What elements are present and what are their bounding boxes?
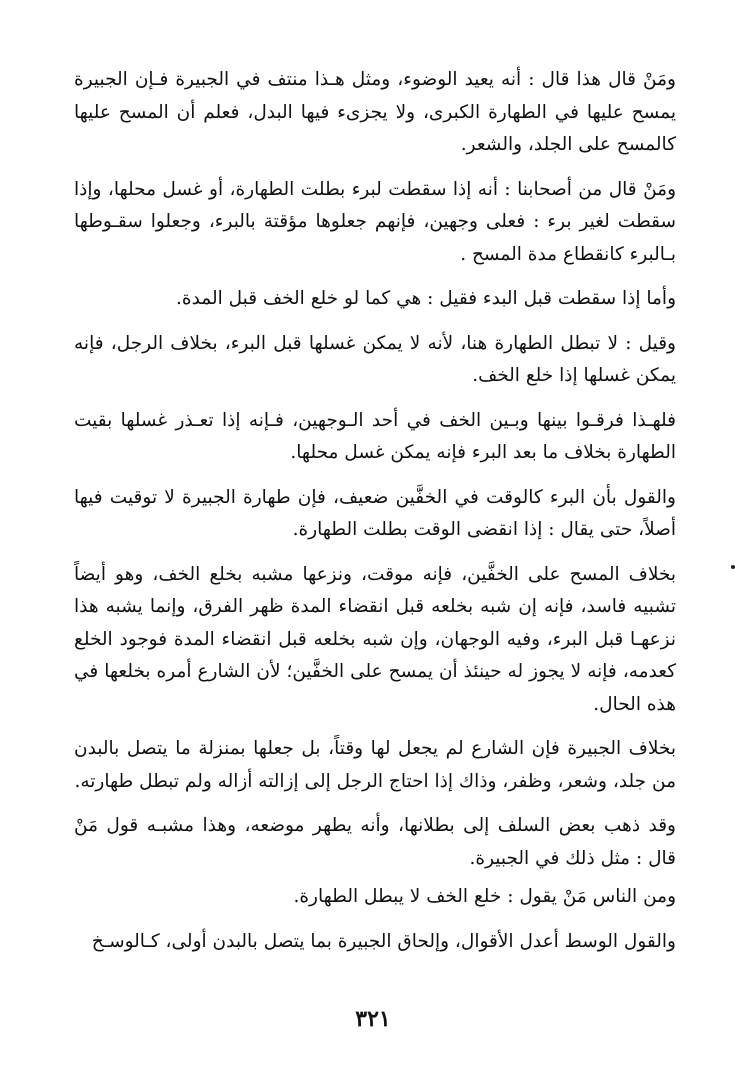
paragraph-5: فلهـذا فرقـوا بينها وبـين الخف في أحد الـوجهين، فـإنه إذا تعـذر غسلها بقيت الطهارة بخلاف ما بعد البرء فإنه يمكن غسل محلها. bbox=[74, 409, 676, 463]
paragraph-2: ومَنْ قال من أصحابنا : أنه إذا سقطت لبرء بطلت الطهارة، أو غسل محلها، وإذا سقطت لغير برء : فعلى وجهين، فإنهم جعلوها مؤقتة بالبرء، وجعلوا سقـوطها بـالبرء كانقطاع مدة المسح . bbox=[74, 178, 676, 265]
paragraph-10: ومن الناس مَنْ يقول : خلع الخف لا يبطل الطهارة. bbox=[293, 886, 676, 907]
paragraph-7: بخلاف المسح على الخفَّين، فإنه موقت، ونزعها مشبه بخلع الخف، وهو أيضاً تشبيه فاسد، فإنه إن شبه بخلعه قبل انقضاء المدة ظهر الفرق، وإنما يشبه هذا نزعهـا قبل البرء، وفيه الوجهان، وإن شبه بخلعه قبل انقضاء المدة فوجود الخلع كعدمه، فإنه لا يجوز له حينئذ أن يمسح على الخفَّين؛ لأن الشارع أمره بخلعها في هذه الحال. bbox=[74, 563, 676, 715]
paragraph-4: وقيل : لا تبطل الطهارة هنا، لأنه لا يمكن غسلها قبل البرء، بخلاف الرجل، فإنه يمكن غسلها إذا خلع الخف. bbox=[74, 332, 676, 386]
paragraph-11: والقول الوسط أعدل الأقوال، وإلحاق الجبيرة بما يتصل بالبدن أولى، كـالوسـخ bbox=[91, 930, 676, 952]
paragraph-6: والقول بأن البرء كالوقت في الخفَّين ضعيف، فإن طهارة الجبيرة لا توقيت فيها أصلاً، حتى يقال : إذا انقضى الوقت بطلت الطهارة. bbox=[74, 486, 676, 540]
margin-mark bbox=[731, 565, 735, 569]
paragraph-3: وأما إذا سقطت قبل البدء فقيل : هي كما لو خلع الخف قبل المدة. bbox=[176, 288, 676, 309]
body-text bbox=[74, 64, 676, 958]
page-number: ٣٢١ bbox=[355, 1006, 391, 1032]
paragraph-1: ومَنْ قال هذا قال : أنه يعيد الوضوء، ومثل هـذا منتف في الجبيرة فـإن الجبيرة يمسح عليها في الطهارة الكبرى، ولا يجزىء فيها البدل، فعلم أن المسح عليها كالمسح على الجلد، والشعر. bbox=[74, 69, 676, 155]
paragraph-9: وقد ذهب بعض السلف إلى بطلانها، وأنه يطهر موضعه، وهذا مشبـه قول مَنْ قال : مثل ذلك في الجبيرة. bbox=[74, 815, 676, 869]
paragraph-8: بخلاف الجبيرة فإن الشارع لم يجعل لها وقتاً، بل جعلها بمنزلة ما يتصل بالبدن من جلد، وشعر، وظفر، وذاك إذا احتاج الرجل إلى إزالته أزاله ولم تبطل طهارته. bbox=[74, 738, 676, 792]
